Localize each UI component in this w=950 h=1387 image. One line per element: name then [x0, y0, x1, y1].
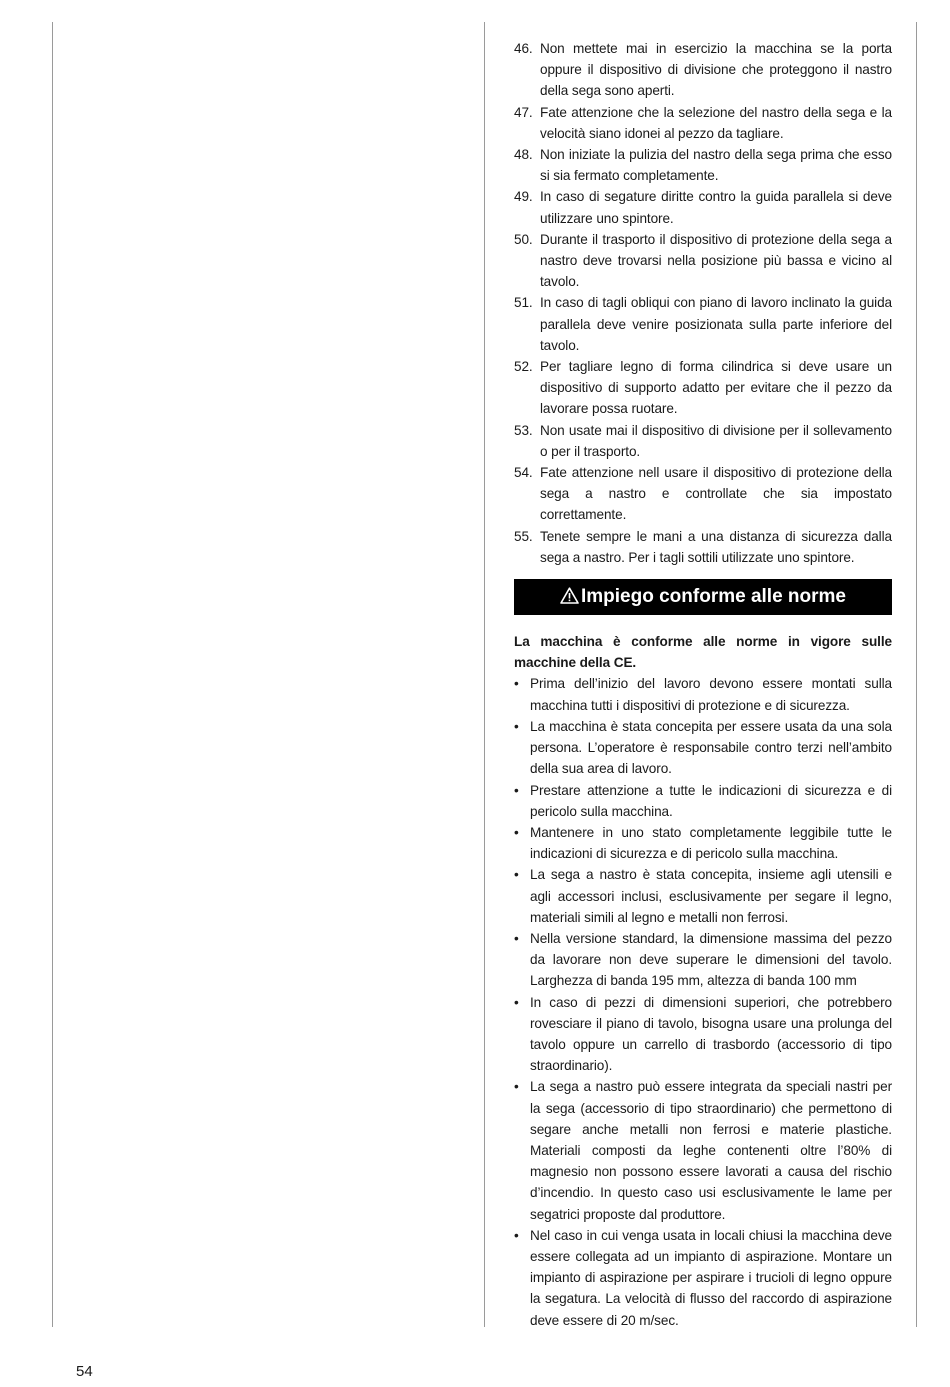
numbered-item: [514, 186, 892, 228]
bullet-list: [514, 673, 892, 1330]
item-number: 47.: [514, 104, 533, 120]
item-number: 46.: [514, 41, 533, 56]
numbered-item: [514, 420, 892, 462]
bullet-marker: •: [514, 994, 519, 1010]
section-intro: La macchina è conforme alle norme in vigore sulle macchine della CE.: [514, 634, 892, 671]
item-text: Durante il trasporto il dispositivo di protezione della sega a nastro deve trovarsi nella posizione più bassa e vicino al tavolo.: [540, 231, 892, 290]
bullet-item: [514, 864, 892, 928]
bullet-marker: •: [514, 824, 519, 840]
item-number: 49.: [514, 189, 533, 205]
item-text: Per tagliare legno di forma cilindrica si deve usare un dispositivo di supporto adatto per evitare che il pezzo da lavorare possa ruotare.: [540, 359, 892, 417]
bullet-marker: •: [514, 867, 519, 883]
bullet-item: [514, 673, 892, 715]
bullet-marker: •: [514, 1227, 519, 1243]
numbered-item: [514, 526, 892, 568]
item-number: 53.: [514, 422, 533, 438]
bullet-item: [514, 992, 892, 1077]
bullet-text: In caso di pezzi di dimensioni superiori, che potrebbero rovesciare il piano di tavolo, bisogna usare una prolunga del tavolo oppure un carrello di trasbordo (accessorio di tipo straordinario).: [530, 994, 892, 1074]
bullet-marker: •: [514, 930, 519, 946]
bullet-item: [514, 716, 892, 780]
bullet-item: [514, 780, 892, 822]
bullet-marker: •: [514, 782, 519, 798]
item-text: Non iniziate la pulizia del nastro della sega prima che esso si sia fermato completamente.: [540, 147, 892, 184]
item-text: Fate attenzione nell usare il dispositivo di protezione della sega a nastro e controllate che sia impostato correttamente.: [540, 465, 892, 523]
numbered-item: [514, 462, 892, 526]
bullet-marker: •: [514, 676, 519, 692]
page-number: 54: [76, 1363, 93, 1380]
warning-triangle-icon: [560, 581, 579, 617]
section-header: [514, 579, 892, 615]
numbered-item: [514, 102, 892, 144]
item-text: In caso di segature diritte contro la guida parallela si deve utilizzare uno spintore.: [540, 189, 892, 226]
numbered-item: [514, 38, 892, 102]
center-column-rule: [484, 22, 485, 1327]
bullet-item: [514, 822, 892, 864]
item-number: 54.: [514, 465, 533, 481]
bullet-item: [514, 928, 892, 992]
bullet-text: Prestare attenzione a tutte le indicazioni di sicurezza e di pericolo sulla macchina.: [530, 782, 892, 819]
bullet-item: [514, 1076, 892, 1224]
item-number: 50.: [514, 231, 533, 247]
bullet-text: La sega a nastro può essere integrata da speciali nastri per la sega (accessorio di tipo straordinario) che permettono di segare anche metalli non ferrosi e materie plastiche. Materiali composti da leghe contenenti oltre l’80% di magnesio non possono essere lavorati a causa del rischio d’incendio. In questo caso usi esclusivamente le lame per segatrici proposte dal produttore.: [530, 1079, 892, 1222]
right-margin-rule: [916, 22, 917, 1327]
left-margin-rule: [52, 22, 53, 1327]
numbered-item: [514, 229, 892, 293]
numbered-safety-list: [514, 38, 892, 568]
item-text: Non mettete mai in esercizio la macchina se la porta oppure il dispositivo di divisione che proteggono il nastro della sega sono aperti.: [540, 41, 892, 99]
bullet-item: [514, 1225, 892, 1331]
bullet-text: La macchina è stata concepita per essere usata da una sola persona. L’operatore è responsabile contro terzi nell’ambito della sua area di lavoro.: [530, 718, 892, 777]
right-text-column: [514, 38, 892, 1331]
bullet-marker: •: [514, 718, 519, 734]
item-text: In caso di tagli obliqui con piano di lavoro inclinato la guida parallela deve venire posizionata sulla parte inferiore del tavolo.: [540, 295, 892, 353]
bullet-text: La sega a nastro è stata concepita, insieme agli utensili e agli accessori inclusi, esclusivamente per segare il legno, materiali simili al legno e metalli non ferrosi.: [530, 867, 892, 925]
section-title: Impiego conforme alle norme: [581, 586, 846, 608]
item-text: Tenete sempre le mani a una distanza di sicurezza dalla sega a nastro. Per i tagli sottili utilizzate uno spintore.: [540, 528, 892, 565]
numbered-item: [514, 144, 892, 186]
bullet-text: Nella versione standard, la dimensione massima del pezzo da lavorare non deve superare le dimensioni del tavolo. Larghezza di banda 195 mm, altezza di banda 100 mm: [530, 930, 892, 989]
numbered-item: [514, 292, 892, 356]
bullet-text: Prima dell’inizio del lavoro devono essere montati sulla macchina tutti i dispositivi di protezione e di sicurezza.: [530, 676, 892, 713]
item-number: 55.: [514, 528, 533, 544]
item-text: Non usate mai il dispositivo di divisione per il sollevamento o per il trasporto.: [540, 422, 892, 459]
bullet-text: Mantenere in uno stato completamente leggibile tutte le indicazioni di sicurezza e di pericolo sulla macchina.: [530, 824, 892, 862]
numbered-item: [514, 356, 892, 420]
bullet-marker: •: [514, 1079, 519, 1095]
bullet-text: Nel caso in cui venga usata in locali chiusi la macchina deve essere collegata ad un impianto di aspirazione. Montare un impianto di aspirazione per aspirare i trucioli di legno oppure la segatura. La velocità di flusso del raccordo di aspirazione deve essere di 20 m/sec.: [530, 1227, 892, 1328]
item-number: 52.: [514, 359, 533, 375]
item-text: Fate attenzione che la selezione del nastro della sega e la velocità siano idonei al pezzo da tagliare.: [540, 104, 892, 141]
item-number: 51.: [514, 295, 533, 311]
item-number: 48.: [514, 147, 533, 163]
